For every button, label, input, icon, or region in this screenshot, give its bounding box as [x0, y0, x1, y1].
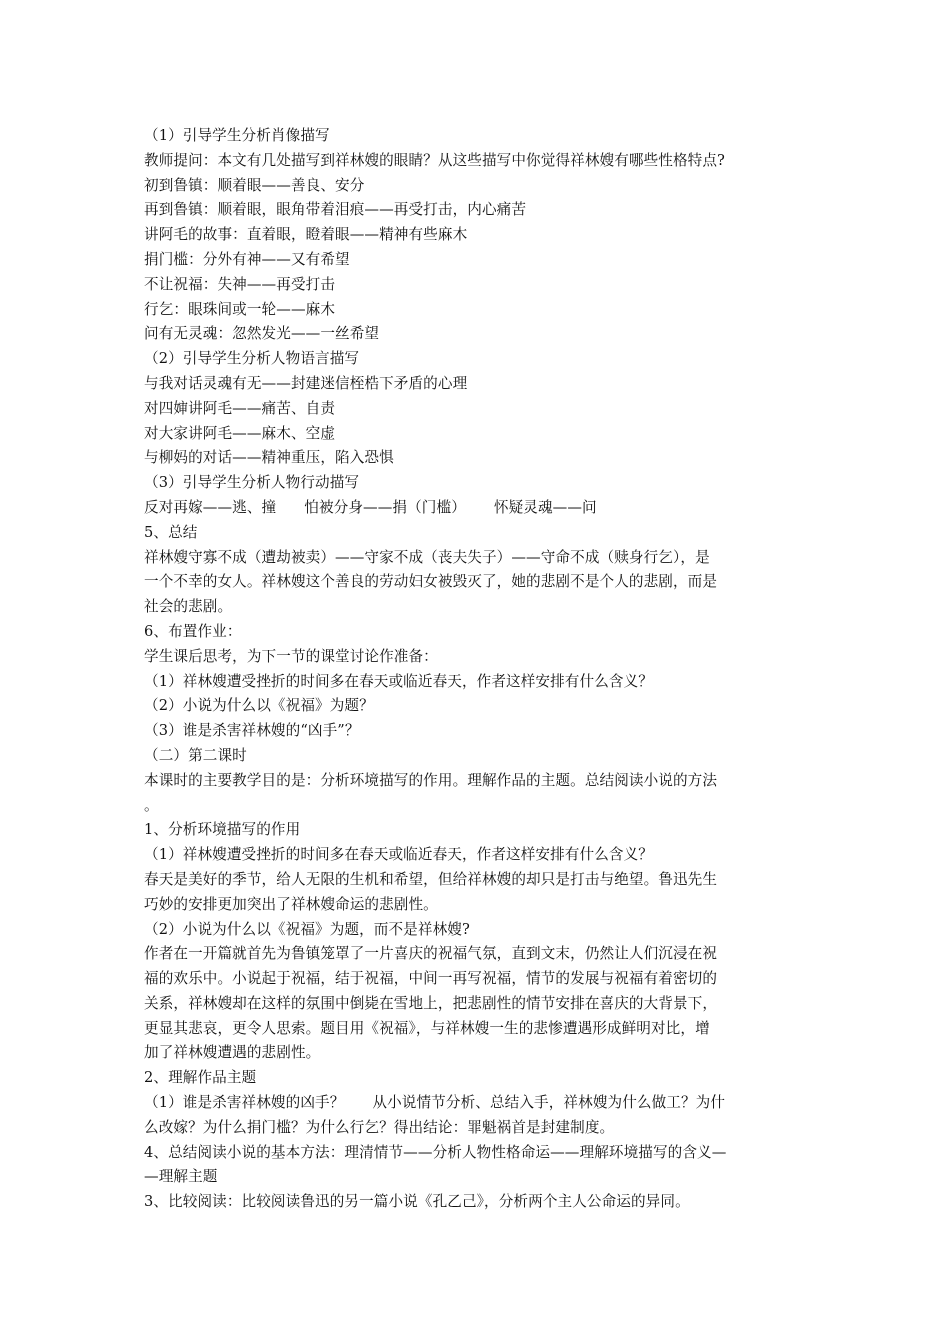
question-line — [144, 1091, 810, 1116]
text-line: 初到鲁镇：顺着眼——善良、安分 — [144, 176, 365, 194]
text-line: 祥林嫂守寡不成（遭劫被卖）——守家不成（丧夫失子）——守命不成（赎身行乞），是 — [144, 548, 710, 566]
text-line: （3）引导学生分析人物行动描写 — [144, 474, 360, 492]
text-line: 3、比较阅读：比较阅读鲁迅的另一篇小说《孔乙己》，分析两个主人公命运的异同。 — [144, 1193, 690, 1211]
text-line: 与我对话灵魂有无——封建迷信桎梏下矛盾的心理 — [144, 374, 468, 392]
text-line: （2）小说为什么以《祝福》为题？ — [144, 697, 374, 715]
text-line: （2）引导学生分析人物语言描写 — [144, 350, 360, 368]
text-line: 讲阿毛的故事：直着眼，瞪着眼——精神有些麻木 — [144, 226, 468, 244]
text-line: 4、总结阅读小说的基本方法：理清情节——分析人物性格命运——理解环境描写的含义— — [144, 1143, 727, 1161]
text-line: 福的欢乐中。小说起于祝福，结于祝福，中间一再写祝福，情节的发展与祝福有着密切的 — [144, 970, 718, 988]
text-line: （1）引导学生分析肖像描写 — [144, 127, 330, 144]
text-line: （2）小说为什么以《祝福》为题，而不是祥林嫂? — [144, 920, 470, 938]
text-line: 巧妙的安排更加突出了祥林嫂命运的悲剧性。 — [144, 895, 438, 913]
text-line: 关系，祥林嫂却在这样的氛围中倒毙在雪地上，把悲剧性的情节安排在喜庆的大背景下， — [144, 994, 718, 1012]
text-line: 本课时的主要教学目的是：分析环境描写的作用。理解作品的主题。总结阅读小说的方法 — [144, 771, 718, 789]
text-line: （1）祥林嫂遭受挫折的时间多在春天或临近春天，作者这样安排有什么含义？ — [144, 846, 653, 864]
section-heading: 1、分析环境描写的作用 — [144, 821, 301, 839]
text-line: 社会的悲剧。 — [144, 598, 233, 616]
text-line: 对四婶讲阿毛——痛苦、自责 — [144, 399, 336, 417]
question-text: （1）谁是杀害祥林嫂的凶手？ — [144, 1094, 345, 1112]
text-line: 加了祥林嫂遭遇的悲剧性。 — [144, 1044, 321, 1062]
text-line: 作者在一开篇就首先为鲁镇笼罩了一片喜庆的祝福气氛，直到文末，仍然让人们沉浸在祝 — [144, 945, 718, 963]
text-line: 春天是美好的季节，给人无限的生机和希望，但给祥林嫂的却只是打击与绝望。鲁迅先生 — [144, 870, 718, 888]
text-line: 学生课后思考，为下一节的课堂讨论作准备： — [144, 647, 438, 665]
text-line: 问有无灵魂：忽然发光——一丝希望 — [144, 325, 380, 343]
text-line: 一个不幸的女人。祥林嫂这个善良的劳动妇女被毁灭了，她的悲剧不是个人的悲剧，而是 — [144, 573, 718, 591]
text-line: 对大家讲阿毛——麻木、空虚 — [144, 424, 336, 442]
answer-text: 从小说情节分析、总结入手，祥林嫂为什么做工？为什 — [372, 1094, 726, 1112]
document-body — [144, 124, 810, 1215]
text-line: —理解主题 — [144, 1168, 218, 1186]
action-item: 怕被分身——捐（门槛） — [304, 498, 466, 516]
action-item: 怀疑灵魂——问 — [493, 498, 597, 516]
text-line: 教师提问：本文有几处描写到祥林嫂的眼睛？从这些描写中你觉得祥林嫂有哪些性格特点? — [144, 151, 725, 169]
text-line: 行乞：眼珠间或一轮——麻木 — [144, 300, 336, 318]
text-line: （3）谁是杀害祥林嫂的“凶手”？ — [144, 722, 360, 740]
section-heading: 2、理解作品主题 — [144, 1069, 257, 1087]
text-line: 么改嫁？为什么捐门槛？为什么行乞？得出结论：罪魁祸首是封建制度。 — [144, 1118, 615, 1136]
text-line: 再到鲁镇：顺着眼，眼角带着泪痕——再受打击，内心痛苦 — [144, 201, 527, 219]
text-line: 与柳妈的对话——精神重压，陷入恐惧 — [144, 449, 394, 467]
section-heading: （二）第二课时 — [144, 746, 247, 764]
text-line: （1）祥林嫂遭受挫折的时间多在春天或临近春天，作者这样安排有什么含义？ — [144, 672, 653, 690]
text-line: 更显其悲哀，更令人思索。题目用《祝福》，与祥林嫂一生的悲惨遭遇形成鲜明对比，增 — [144, 1019, 710, 1037]
action-item: 反对再嫁——逃、撞 — [144, 498, 277, 516]
text-line: 捐门槛：分外有神——又有希望 — [144, 250, 350, 268]
text-line: 。 — [144, 796, 159, 814]
action-description-line — [144, 496, 810, 521]
section-heading: 6、布置作业： — [144, 622, 242, 640]
text-line: 不让祝福：失神——再受打击 — [144, 275, 336, 293]
section-heading: 5、总结 — [144, 523, 198, 541]
